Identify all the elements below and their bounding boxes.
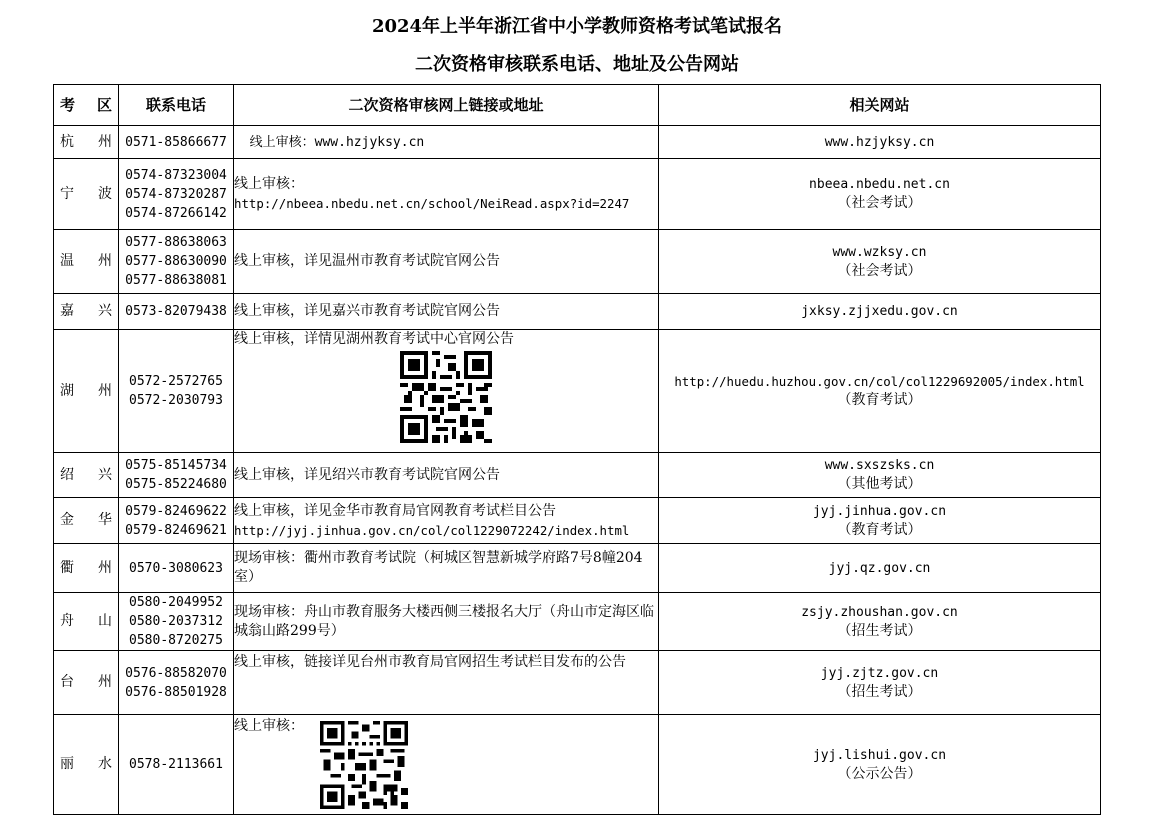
site-note: （教育考试） (837, 392, 922, 408)
area-cell: 丽 水 (54, 715, 119, 815)
phone-cell (119, 294, 234, 330)
area-cell: 绍 兴 (54, 453, 119, 498)
table-row (54, 453, 1101, 498)
site-note: （社会考试） (837, 262, 922, 279)
address-cell (234, 159, 659, 230)
area-cell: 宁 波 (54, 159, 119, 230)
phone-number: 0575-85145734 (125, 458, 227, 473)
address-text: 线上审核，详情见湖州教育考试中心官网公告 (234, 331, 514, 347)
area-cell: 衢 州 (54, 544, 119, 593)
phone-number: 0580-2049952 (129, 595, 223, 610)
phone-cell (119, 544, 234, 593)
document-subtitle: 二次资格审核联系电话、地址及公告网站 (415, 54, 739, 75)
address-cell (234, 593, 659, 651)
phone-number: 0572-2572765 (129, 374, 223, 389)
table-header-row (54, 85, 1101, 126)
address-text: 线上审核： (234, 176, 304, 192)
table-row (54, 294, 1101, 330)
phone-cell (119, 126, 234, 159)
area-cell: 金 华 (54, 498, 119, 544)
site-link[interactable]: jyj.lishui.gov.cn (812, 747, 947, 763)
address-text: 线上审核，详见绍兴市教育考试院官网公告 (234, 466, 500, 483)
site-cell (659, 715, 1101, 815)
area-cell: 杭 州 (54, 126, 119, 159)
address-cell (234, 453, 659, 498)
address-text: 现场审核：舟山市教育服务大楼西侧三楼报名大厅（舟山市定海区临城翁山路299号） (234, 603, 654, 639)
site-link[interactable]: zsjy.zhoushan.gov.cn (801, 604, 958, 620)
address-link[interactable]: http://jyj.jinhua.gov.cn/col/col1229072242/index.html (234, 522, 630, 538)
phone-number: 0577-88638063 (125, 235, 227, 250)
address-text: 线上审核，详见温州市教育考试院官网公告 (234, 253, 500, 269)
header-phone: 联系电话 (119, 85, 234, 126)
site-cell (659, 651, 1101, 715)
address-cell (234, 544, 659, 593)
phone-number: 0576-88582070 (125, 665, 227, 681)
site-link[interactable]: www.wzksy.cn (832, 244, 927, 260)
phone-number: 0580-8720275 (129, 633, 223, 648)
address-text: 线上审核，详见嘉兴市教育考试院官网公告 (234, 303, 500, 319)
site-note: （招生考试） (837, 683, 922, 700)
phone-number: 0572-2030793 (129, 393, 223, 408)
table-row (54, 230, 1101, 294)
phone-number: 0574-87266142 (125, 205, 227, 221)
site-link[interactable]: jxksy.zjjxedu.gov.cn (801, 304, 958, 319)
table-row (54, 159, 1101, 230)
document-title: 2024年上半年浙江省中小学教师资格考试笔试报名 (371, 16, 783, 37)
phone-number: 0571-85866677 (125, 134, 227, 150)
area-cell: 嘉 兴 (54, 294, 119, 330)
table-row (54, 593, 1101, 651)
site-cell (659, 126, 1101, 159)
table-row (54, 651, 1101, 715)
site-note: （其他考试） (837, 476, 922, 492)
table-row (54, 544, 1101, 593)
site-link[interactable]: http://huedu.huzhou.gov.cn/col/col1229692005/index.html (674, 374, 1085, 389)
area-cell: 温 州 (54, 230, 119, 294)
qr-code-icon (400, 351, 492, 443)
phone-cell (119, 715, 234, 815)
site-link[interactable]: www.hzjyksy.cn (824, 134, 935, 150)
phone-number: 0575-85224680 (125, 477, 227, 492)
header-address: 二次资格审核网上链接或地址 (234, 85, 659, 126)
phone-number: 0574-87323004 (125, 167, 227, 183)
site-note: （招生考试） (837, 622, 922, 639)
site-cell (659, 593, 1101, 651)
phone-number: 0577-88630090 (125, 254, 227, 269)
phone-number: 0580-2037312 (129, 614, 223, 629)
address-cell (234, 715, 659, 815)
site-link[interactable]: jyj.zjtz.gov.cn (820, 665, 939, 681)
address-cell (234, 330, 659, 453)
phone-cell (119, 159, 234, 230)
site-cell (659, 453, 1101, 498)
address-cell (234, 651, 659, 715)
table-row (54, 126, 1101, 159)
site-cell (659, 330, 1101, 453)
phone-number: 0577-88638081 (125, 273, 227, 288)
site-cell (659, 498, 1101, 544)
qr-code-icon (320, 721, 408, 809)
site-note: （教育考试） (837, 521, 922, 538)
phone-number: 0578-2113661 (129, 757, 223, 772)
address-text: 线上审核： (234, 718, 304, 734)
phone-cell (119, 498, 234, 544)
address-cell (234, 230, 659, 294)
phone-number: 0570-3080623 (129, 560, 223, 576)
site-note: （社会考试） (837, 195, 922, 211)
phone-number: 0574-87320287 (125, 186, 227, 202)
phone-number: 0576-88501928 (125, 684, 227, 700)
phone-cell (119, 453, 234, 498)
phone-number: 0579-82469622 (125, 503, 227, 519)
address-cell (234, 126, 659, 159)
phone-cell (119, 593, 234, 651)
address-text: 线上审核，详见金华市教育局官网教育考试栏目公告 (234, 502, 556, 519)
area-cell: 湖 州 (54, 330, 119, 453)
header-area: 考 区 (54, 85, 119, 126)
address-text: 线上审核，链接详见台州市教育局官网招生考试栏目发布的公告 (234, 654, 626, 670)
site-link[interactable]: nbeea.nbedu.net.cn (809, 177, 950, 192)
table-row (54, 330, 1101, 453)
phone-cell (119, 651, 234, 715)
area-cell: 台 州 (54, 651, 119, 715)
site-cell (659, 159, 1101, 230)
site-cell (659, 294, 1101, 330)
header-site: 相关网站 (659, 85, 1101, 126)
phone-cell (119, 230, 234, 294)
site-link[interactable]: jyj.qz.gov.cn (828, 560, 931, 576)
address-link[interactable]: http://nbeea.nbedu.net.cn/school/NeiRead.aspx?id=2247 (234, 196, 630, 211)
site-link[interactable]: jyj.jinhua.gov.cn (812, 503, 947, 519)
table-row (54, 715, 1101, 815)
address-text: 现场审核：衢州市教育考试院（柯城区智慧新城学府路7号8幢204室） (234, 550, 643, 585)
table-row (54, 498, 1101, 544)
address-cell (234, 498, 659, 544)
site-cell (659, 230, 1101, 294)
site-note: （公示公告） (837, 765, 922, 782)
phone-number: 0573-82079438 (125, 304, 227, 319)
area-cell: 舟 山 (54, 593, 119, 651)
address-text: 线上审核：www.hzjyksy.cn (234, 134, 425, 150)
exam-contact-table (53, 84, 1101, 815)
phone-number: 0579-82469621 (125, 522, 227, 538)
site-link[interactable]: www.sxszsks.cn (824, 458, 935, 473)
phone-cell (119, 330, 234, 453)
address-cell (234, 294, 659, 330)
site-cell (659, 544, 1101, 593)
